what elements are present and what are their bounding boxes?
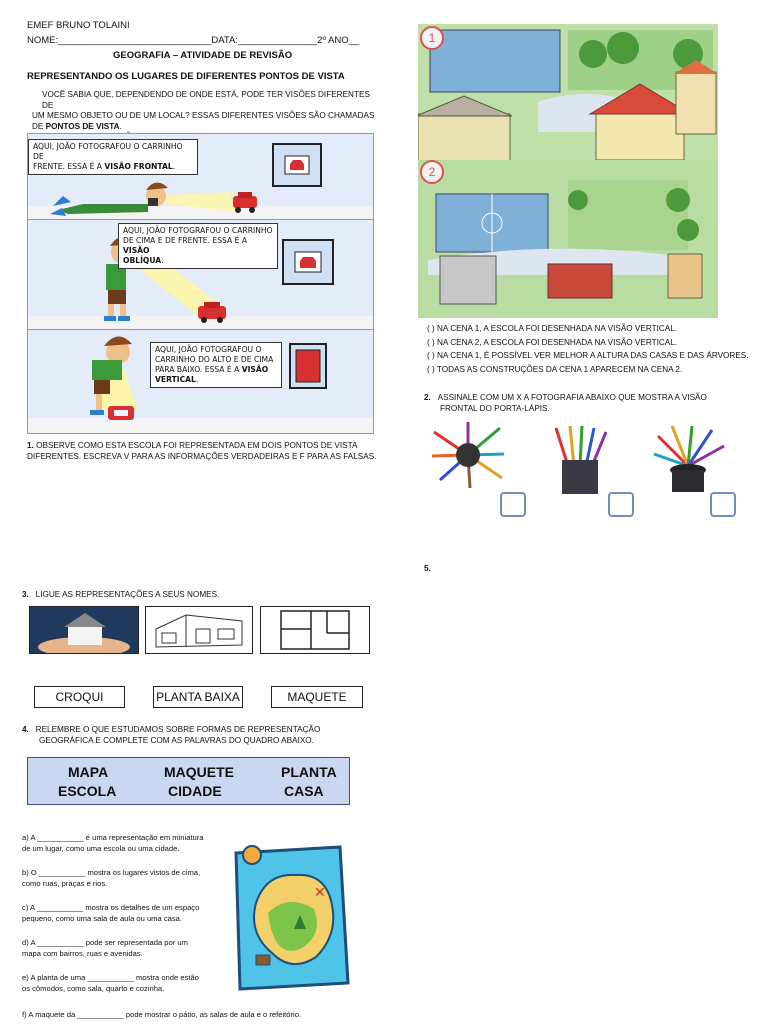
true-false-item[interactable]: ( ) NA CENA 1, É POSSÍVEL VER MELHOR A ALTURA DAS CASAS E DAS ÁRVORES.	[427, 351, 749, 360]
word-bank	[27, 757, 350, 805]
question-text: ASSINALE COM UM X A FOTOGRAFIA ABAIXO QUE MOSTRA A VISÃO	[437, 393, 707, 402]
question-1	[27, 441, 392, 462]
caption-bold-term: VERTICAL	[155, 375, 196, 384]
pencil-holder-top-photo	[430, 420, 506, 490]
sentence-line: c) A ___________ mostra os detalhes de um espaço	[22, 903, 200, 912]
checkbox-photo-3[interactable]	[710, 492, 736, 517]
checkbox-photo-2[interactable]	[608, 492, 634, 517]
sentence-line: como ruas, praças e rios.	[22, 879, 108, 888]
sentence-line: e) A planta de uma ___________ mostra onde estão	[22, 973, 199, 982]
question-line	[27, 441, 392, 452]
intro-text-part: DE	[32, 121, 46, 131]
caption-line: AQUI, JOÃO FOTOGRAFOU O	[155, 345, 262, 354]
checkbox-photo-1[interactable]	[500, 492, 526, 517]
hands-holding-house-image	[30, 607, 138, 653]
sketch-drawing	[145, 606, 253, 654]
question-text: RELEMBRE O QUE ESTUDAMOS SOBRE FORMAS DE REPRESENTAÇÃO	[35, 725, 321, 734]
sentence-line: a) A ___________ é uma representação em miniatura	[22, 833, 204, 842]
question-text: OBSERVE COMO ESTA ESCOLA FOI REPRESENTADA EM DOIS PONTOS DE VISTA	[36, 441, 358, 450]
question-line	[22, 725, 372, 736]
sentence-line: d) A ___________ pode ser representada por um	[22, 938, 188, 947]
treasure-map-illustration	[228, 833, 354, 997]
word-bank-item: PLANTA	[281, 764, 337, 780]
caption-part: FRENTE. ESSA É A	[33, 162, 105, 171]
sentence-e	[22, 972, 227, 994]
question-number: 4.	[22, 725, 29, 734]
caption-line: AQUI, JOÃO FOTOGRAFOU O CARRINHO DE	[33, 142, 183, 161]
true-false-item[interactable]: ( ) NA CENA 2, A ESCOLA FOI DESENHADA NA VISÃO VERTICAL.	[427, 337, 678, 347]
true-false-item[interactable]: ( ) TODAS AS CONSTRUÇÕES DA CENA 1 APARECEM NA CENA 2.	[427, 364, 683, 374]
sentence-f: f) A maquete da ___________ pode mostrar o pátio, as salas de aula e o refeitório.	[22, 1010, 302, 1019]
svg-text:✕: ✕	[314, 885, 326, 901]
sentence-b	[22, 867, 227, 889]
word-croqui[interactable]: CROQUI	[34, 686, 125, 708]
sentence-line: mapa com bairros, ruas e avenidas.	[22, 949, 143, 958]
name-date-line: NOME:_____________________________DATA:_______________2º ANO__	[27, 35, 360, 46]
pencil-holder-oblique-photo	[652, 424, 726, 496]
true-false-item[interactable]: ( ) NA CENA 1, A ESCOLA FOI DESENHADA NA VISÃO VERTICAL.	[427, 324, 678, 333]
sentence-d	[22, 937, 227, 959]
word-bank-item: CIDADE	[168, 783, 222, 799]
question-number: 2.	[424, 393, 431, 402]
pencil-holder-front-photo	[550, 424, 612, 498]
caption-part: .	[195, 375, 199, 384]
question-4	[22, 725, 372, 746]
scene-1-frontal-school-drawing	[418, 24, 718, 172]
sentence-line: os cômodos, como sala, quarto e cozinha.	[22, 984, 165, 993]
model-house-photo	[29, 606, 139, 654]
word-maquete[interactable]: MAQUETE	[271, 686, 363, 708]
frontal-caption	[28, 139, 198, 175]
question-2	[424, 393, 754, 414]
page-title: GEOGRAFIA – ATIVIDADE DE REVISÃO	[113, 50, 293, 61]
word-planta-baixa[interactable]: PLANTA BAIXA	[153, 686, 243, 708]
school-name: EMEF BRUNO TOLAINI	[27, 20, 130, 31]
caption-bold-term: VISÃO	[241, 365, 269, 374]
caption-bold-term: VISÃO FRONTAL	[104, 162, 173, 171]
question-number: 3.	[22, 590, 29, 599]
caption-part: .	[161, 256, 164, 265]
caption-line	[33, 162, 193, 172]
question-3	[22, 590, 219, 601]
question-text: FRONTAL DO PORTA-LÁPIS.	[440, 403, 550, 413]
question-line	[424, 393, 754, 404]
question-text: GEOGRÁFICA E COMPLETE COM AS PALAVRAS DO QUADRO ABAIXO.	[39, 735, 314, 745]
intro-line: VOCÊ SABIA QUE, DEPENDENDO DE ONDE ESTÁ, PODE TER VISÕES DIFERENTES DE	[42, 90, 370, 110]
caption-bold-term: OBLÍQUA	[123, 256, 162, 265]
sentence-line: de um lugar, como uma escola ou uma cidade.	[22, 844, 180, 853]
true-false-list	[427, 324, 767, 375]
sentence-a	[22, 832, 227, 854]
question-number: 1.	[27, 441, 34, 450]
caption-line	[123, 236, 273, 256]
question-text: DIFERENTES. ESCREVA V PARA AS INFORMAÇÕES VERDADEIRAS E F PARA AS FALSAS.	[27, 451, 377, 461]
question-5-number: 5.	[424, 564, 431, 573]
sentence-c	[22, 902, 227, 924]
word-bank-item: MAQUETE	[164, 764, 234, 780]
caption-line	[155, 375, 277, 385]
oblique-caption	[118, 223, 278, 269]
fill-in-sentences	[22, 832, 227, 994]
sentence-line: b) O ___________ mostra os lugares vistos de cima,	[22, 868, 201, 877]
floor-plan-image	[261, 607, 369, 653]
caption-part: DE CIMA E DE FRENTE. ESSA É A	[123, 236, 248, 245]
intro-bold-term: PONTOS DE VISTA	[45, 121, 120, 131]
caption-line: AQUI, JOÃO FOTOGRAFOU O CARRINHO	[123, 226, 273, 235]
house-sketch-image	[146, 607, 252, 653]
intro-line	[32, 122, 377, 133]
scene-2-vertical-school-drawing	[418, 160, 718, 318]
panel-vertical-view	[27, 329, 374, 434]
caption-part: PARA BAIXO. ESSA É A	[155, 365, 242, 374]
caption-line: CARRINHO DO ALTO E DE CIMA	[155, 355, 274, 364]
question-text: LIGUE AS REPRESENTAÇÕES A SEUS NOMES.	[35, 590, 220, 599]
word-bank-item: CASA	[284, 783, 324, 799]
caption-part: .	[172, 162, 176, 171]
sentence-line: pequeno, como uma sala de aula ou uma casa.	[22, 914, 182, 923]
word-bank-item: ESCOLA	[58, 783, 117, 799]
word-bank-item: MAPA	[68, 764, 109, 780]
caption-line	[155, 365, 277, 375]
caption-bold-term: VISÃO	[123, 246, 150, 255]
page-subtitle: REPRESENTANDO OS LUGARES DE DIFERENTES PONTOS DE VISTA	[27, 71, 345, 82]
floor-plan-drawing	[260, 606, 370, 654]
panel-frontal-view	[27, 133, 374, 222]
intro-text-part: .	[119, 121, 122, 131]
caption-line	[123, 256, 273, 266]
vertical-caption	[150, 342, 282, 388]
scene-2-number: 2	[428, 165, 436, 179]
panel-oblique-view	[27, 219, 374, 332]
scene-1-number: 1	[428, 31, 436, 45]
intro-line: UM MESMO OBJETO OU DE UM LOCAL? ESSAS DIFERENTES VISÕES SÃO CHAMADAS	[32, 111, 375, 120]
